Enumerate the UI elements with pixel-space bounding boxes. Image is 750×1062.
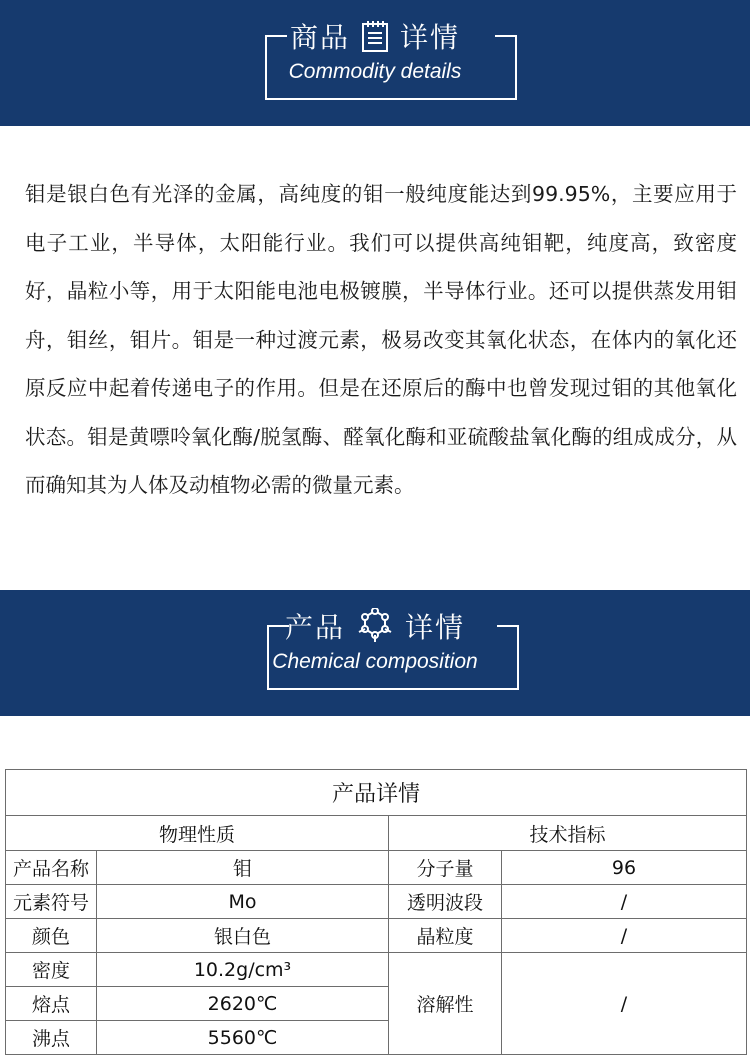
product-description: 钼是银白色有光泽的金属，高纯度的钼一般纯度能达到99.95%，主要应用于电子工业，半导体，太阳能行业。我们可以提供高纯钼靶，纯度高，致密度好，晶粒小等，用于太阳能电池电极镀膜，半导体行业。还可以提供蒸发用钼舟，钼丝，钼片。钼是一种过渡元素，极易改变其氧化状态，在体内的氧化还原反应中起着传递电子的作用。但是在还原后的酶中也曾发现过钼的其他氧化状态。钼是黄嘌呤氧化酶/脱氢酶、醛氧化酶和亚硫酸盐氧化酶的组成成分，从而确知其为人体及动植物必需的微量元素。 xyxy=(25,182,737,497)
notepad-icon xyxy=(360,19,390,53)
row-value: 钼 xyxy=(97,851,389,885)
section-subtitle: Chemical composition xyxy=(272,650,478,673)
table-row xyxy=(6,919,747,953)
tech-label: 透明波段 xyxy=(389,885,502,919)
row-value: 银白色 xyxy=(97,919,389,953)
table-title: 产品详情 xyxy=(6,770,747,816)
product-spec-table xyxy=(5,769,747,1055)
commodity-details-banner xyxy=(0,0,750,126)
section-subtitle: Commodity details xyxy=(288,60,462,83)
tech-label: 溶解性 xyxy=(389,953,502,1055)
title-left: 产品 xyxy=(284,611,345,644)
section-title xyxy=(0,606,750,646)
title-right: 详情 xyxy=(400,21,461,54)
row-value: 5560℃ xyxy=(97,1021,389,1055)
row-value: 2620℃ xyxy=(97,987,389,1021)
tech-label: 晶粒度 xyxy=(389,919,502,953)
table-row xyxy=(6,953,747,987)
row-label: 熔点 xyxy=(6,987,97,1021)
molecule-icon xyxy=(355,608,395,644)
row-label: 颜色 xyxy=(6,919,97,953)
title-left: 商品 xyxy=(289,21,350,54)
title-right: 详情 xyxy=(405,611,466,644)
table-row xyxy=(6,885,747,919)
row-label: 产品名称 xyxy=(6,851,97,885)
physical-properties-header: 物理性质 xyxy=(6,816,389,851)
table-row xyxy=(6,851,747,885)
tech-value: / xyxy=(502,953,747,1055)
row-label: 密度 xyxy=(6,953,97,987)
row-label: 沸点 xyxy=(6,1021,97,1055)
tech-value: / xyxy=(502,885,747,919)
technical-specs-header: 技术指标 xyxy=(389,816,747,851)
row-label: 元素符号 xyxy=(6,885,97,919)
row-value: 10.2g/cm³ xyxy=(97,953,389,987)
section-title xyxy=(0,16,750,56)
tech-value: 96 xyxy=(502,851,747,885)
chemical-composition-banner xyxy=(0,590,750,716)
row-value: Mo xyxy=(97,885,389,919)
tech-label: 分子量 xyxy=(389,851,502,885)
tech-value: / xyxy=(502,919,747,953)
